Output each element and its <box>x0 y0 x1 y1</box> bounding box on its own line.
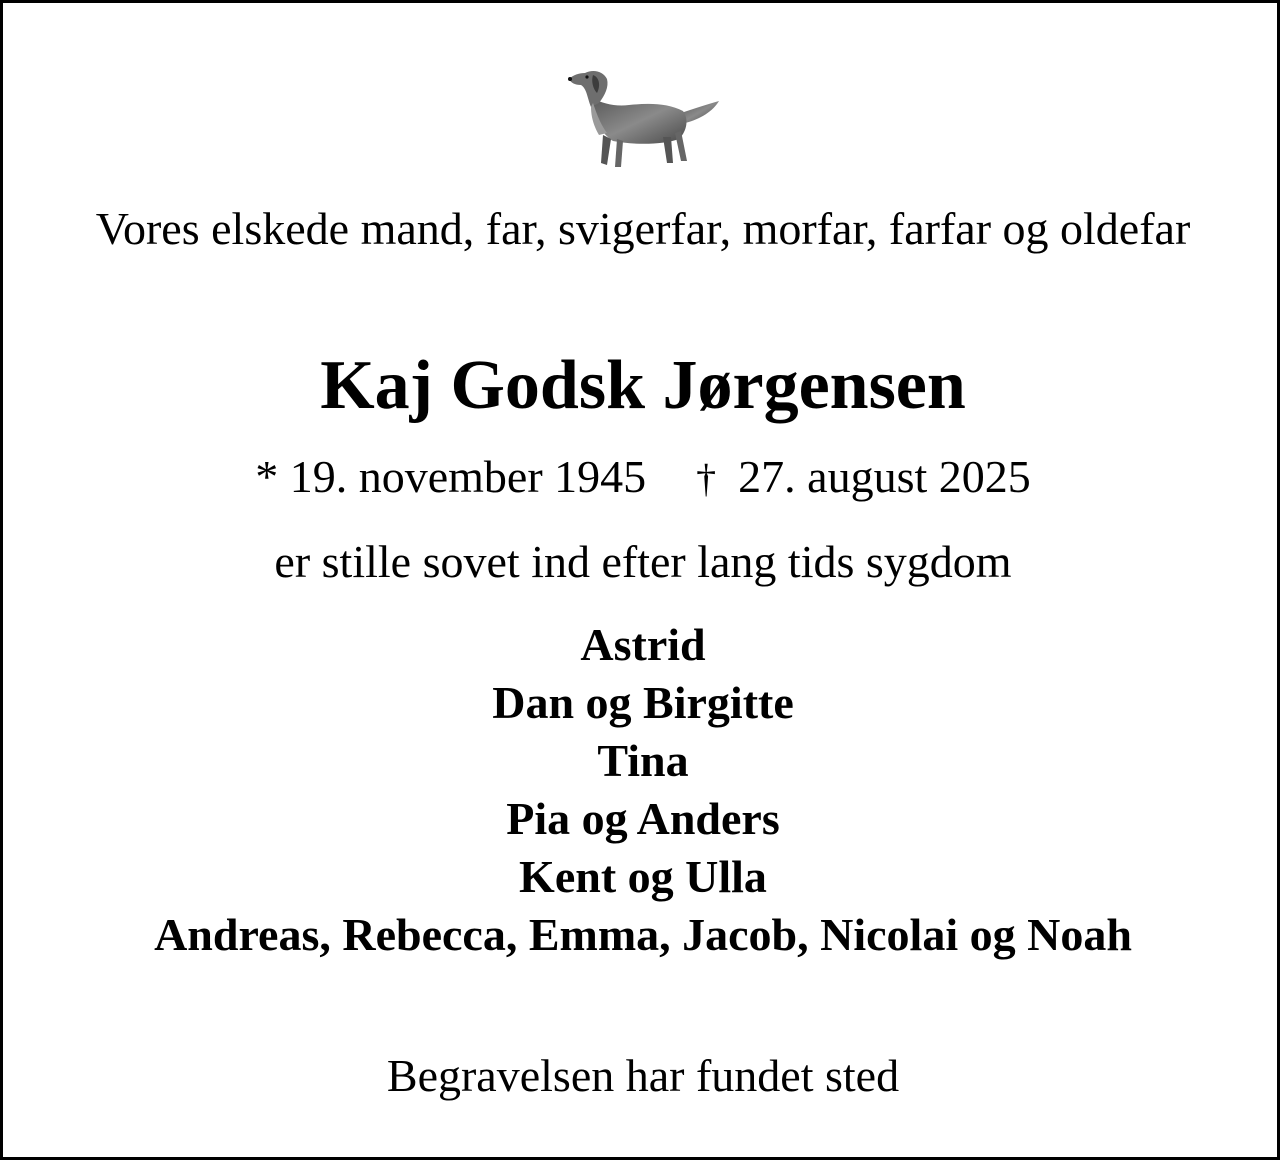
dog-icon <box>563 63 725 173</box>
mourner-item: Pia og Anders <box>506 793 780 844</box>
birth-symbol: * <box>255 451 279 502</box>
funeral-note: Begravelsen har fundet sted <box>386 1050 900 1101</box>
mourner-item: Astrid <box>580 619 706 670</box>
mourner-item: Kent og Ulla <box>519 851 767 902</box>
intro-text: Vores elskede mand, far, svigerfar, morfar, farfar og oldefar <box>95 203 1191 254</box>
mourner-item: Tina <box>597 735 689 786</box>
mourner-item: Andreas, Rebecca, Emma, Jacob, Nicolai og Noah <box>154 909 1132 960</box>
mourners-list <box>63 616 1223 964</box>
mourner-item: Dan og Birgitte <box>492 677 794 728</box>
cross-icon: † <box>696 456 717 501</box>
birth-date: 19. november 1945 <box>289 451 647 502</box>
passing-message: er stille sovet ind efter lang tids sygdom <box>274 536 1012 587</box>
death-date: 27. august 2025 <box>738 451 1031 502</box>
life-dates <box>43 449 1243 507</box>
deceased-name: Kaj Godsk Jørgensen <box>320 347 966 424</box>
